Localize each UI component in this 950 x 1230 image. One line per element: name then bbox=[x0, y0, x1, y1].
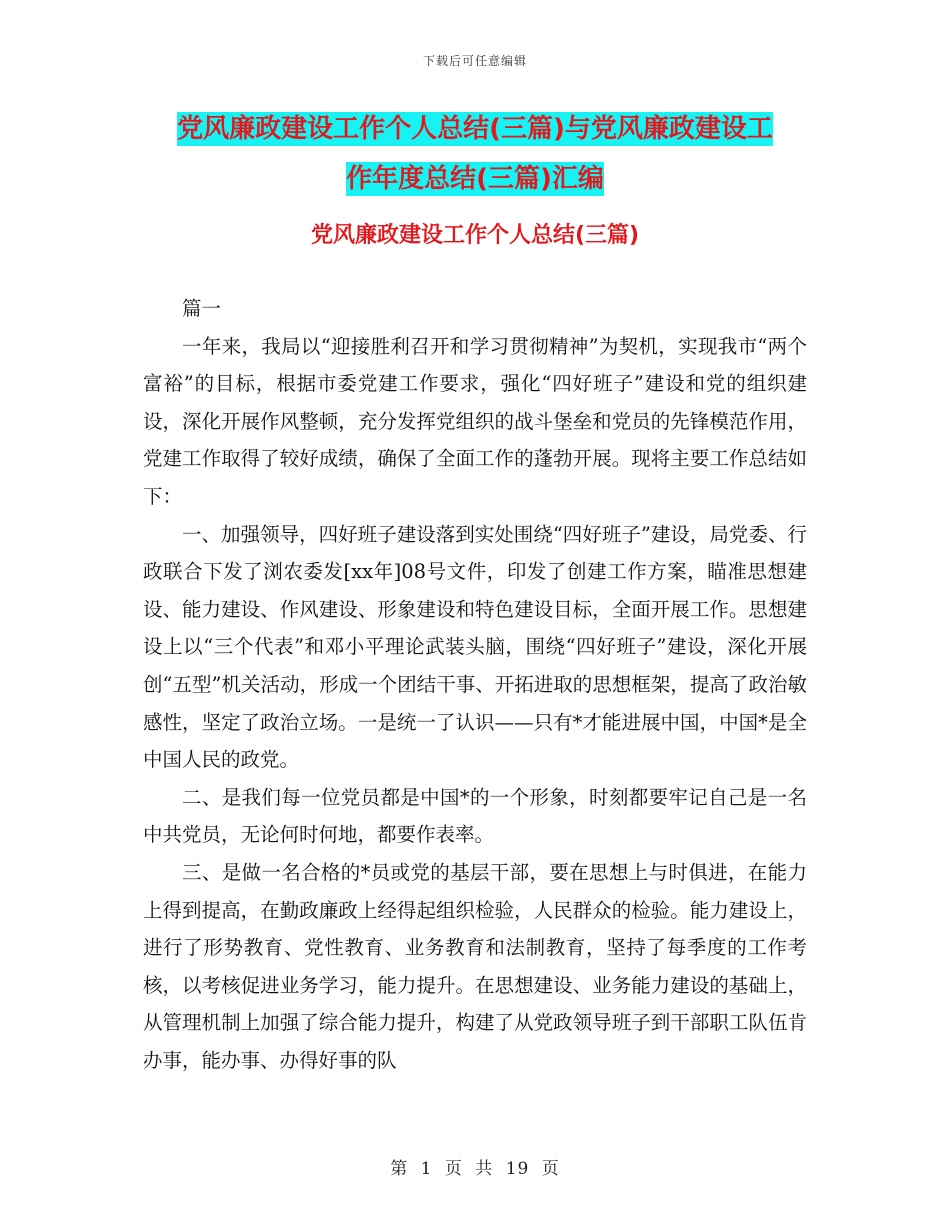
footer-suffix: 页 bbox=[541, 1159, 560, 1179]
section-label: 篇一 bbox=[182, 297, 222, 320]
page-footer bbox=[0, 1154, 950, 1179]
current-page-number: 1 bbox=[420, 1159, 433, 1179]
body-paragraph: 一年来，我局以“迎接胜利召开和学习贯彻精神”为契机，实现我市“两个富裕”的目标，根据市委党建工作要求，强化“四好班子”建设和党的组织建设，深化开展作风整顿，充分发挥党组织的战斗堡垒和党员的先锋模范作用，党建工作取得了较好成绩，确保了全面工作的蓬勃开展。现将主要工作总结如下： bbox=[143, 334, 807, 508]
footer-total-word: 共 bbox=[475, 1159, 494, 1179]
document-body bbox=[143, 290, 807, 1079]
footer-prefix: 第 bbox=[390, 1159, 409, 1179]
page-header-note: 下载后可任意编辑 bbox=[422, 54, 527, 68]
document-title-line-2: 作年度总结(三篇)汇编 bbox=[346, 164, 604, 194]
document-title bbox=[110, 104, 840, 204]
footer-page-word: 页 bbox=[444, 1159, 463, 1179]
section-subtitle: 党风廉政建设工作个人总结(三篇) bbox=[310, 223, 640, 248]
body-paragraph: 三、是做一名合格的*员或党的基层干部，要在思想上与时俱进，在能力上得到提高，在勤政廉政上经得起组织检验，人民群众的检验。能力建设上，进行了形势教育、党性教育、业务教育和法制教育，坚持了每季度的工作考核，以考核促进业务学习，能力提升。在思想建设、业务能力建设的基础上，从管理机制上加强了综合能力提升，构建了从党政领导班子到干部职工队伍肯办事，能办事、办得好事的队 bbox=[143, 860, 807, 1072]
body-paragraph: 一、加强领导，四好班子建设落到实处围绕“四好班子”建设，局党委、行政联合下发了浏农委发[xx年]08号文件，印发了创建工作方案，瞄准思想建设、能力建设、作风建设、形象建设和特色建设目标，全面开展工作。思想建设上以“三个代表”和邓小平理论武装头脑，围绕“四好班子”建设，深化开展创“五型”机关活动，形成一个团结干事、开拓进取的思想框架，提高了政治敏感性，坚定了政治立场。一是统一了认识——只有*才能进展中国，中国*是全中国人民的政党。 bbox=[143, 522, 807, 772]
document-title-line-1: 党风廉政建设工作个人总结(三篇)与党风廉政建设工 bbox=[177, 114, 773, 144]
body-paragraph: 二、是我们每一位党员都是中国*的一个形象，时刻都要牢记自己是一名中共党员，无论何时何地，都要作表率。 bbox=[143, 785, 807, 847]
total-page-count: 19 bbox=[505, 1159, 530, 1179]
